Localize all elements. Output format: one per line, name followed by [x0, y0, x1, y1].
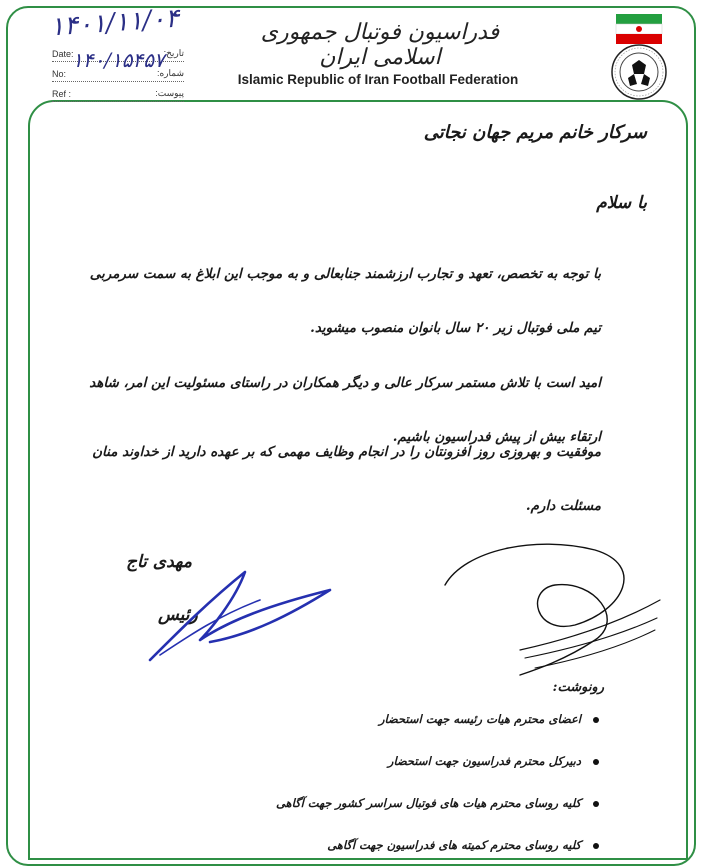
paragraph-appointment: با توجه به تخصص، تعهد و تجارب ارزشمند جنابعالی و به موجب این ابلاغ به سمت سرمربی تیم ملی فوتبال زیر ۲۰ سال بانوان منصوب میشوید. [89, 266, 601, 336]
signatory-title: رئیس [158, 605, 198, 625]
signature-black [425, 530, 665, 680]
federation-name-english: Islamic Republic of Iran Football Federation [237, 72, 519, 87]
bullet-icon [593, 801, 599, 807]
number-label-fa: شماره: [156, 68, 184, 78]
bullet-icon [593, 759, 599, 765]
cc-item [161, 700, 581, 742]
paragraph-hope: امید است با تلاش مستمر سرکار عالی و دیگر همکاران در راستای مسئولیت این امر، شاهد ارتقاء بیش از پیش فدراسیون باشیم. [89, 375, 601, 445]
ref-label-fa: پیوست: [155, 88, 184, 98]
federation-logo [608, 12, 670, 104]
signature-blue [140, 560, 340, 670]
cc-item [161, 742, 581, 784]
cc-item [161, 826, 581, 868]
federation-name-persian: فدراسیون فوتبال جمهوری اسلامی ایران [260, 20, 500, 70]
number-label-en: No: [52, 69, 67, 79]
bullet-icon [593, 717, 599, 723]
handwritten-number: ۱۴۰/۱۵۴۵۷ [72, 48, 165, 72]
date-label-en: Date: [52, 49, 74, 59]
signatory-name: مهدی تاج [126, 552, 192, 572]
ref-row [52, 82, 184, 102]
cc-item-text: کلیه روسای محترم کمیته های فدراسیون جهت آگاهی [327, 838, 581, 852]
date-label-fa: تاریخ: [163, 48, 184, 58]
cc-item-text: اعضای محترم هیات رئیسه جهت استحضار [378, 712, 581, 726]
cc-label: رونوشت: [552, 680, 604, 695]
handwritten-date: ۱۴۰۱/۱۱/۰۴ [49, 3, 181, 43]
paragraph-wishes: موفقیت و بهروزی روز افزونتان را در انجام وظایف مهمی که بر عهده دارید از خداوند منان مسئلت دارم. [92, 444, 601, 514]
cc-item [161, 784, 581, 826]
ref-label-en: Ref : [52, 89, 72, 99]
cc-list [161, 700, 581, 868]
addressee: سرکار خانم مریم جهان نجاتی [423, 122, 647, 143]
cc-item-text: کلیه روسای محترم هیات های فوتبال سراسر کشور جهت آگاهی [275, 796, 581, 810]
greeting: با سلام [596, 193, 647, 213]
bullet-icon [593, 843, 599, 849]
cc-item-text: دبیرکل محترم فدراسیون جهت استحضار [387, 754, 581, 768]
